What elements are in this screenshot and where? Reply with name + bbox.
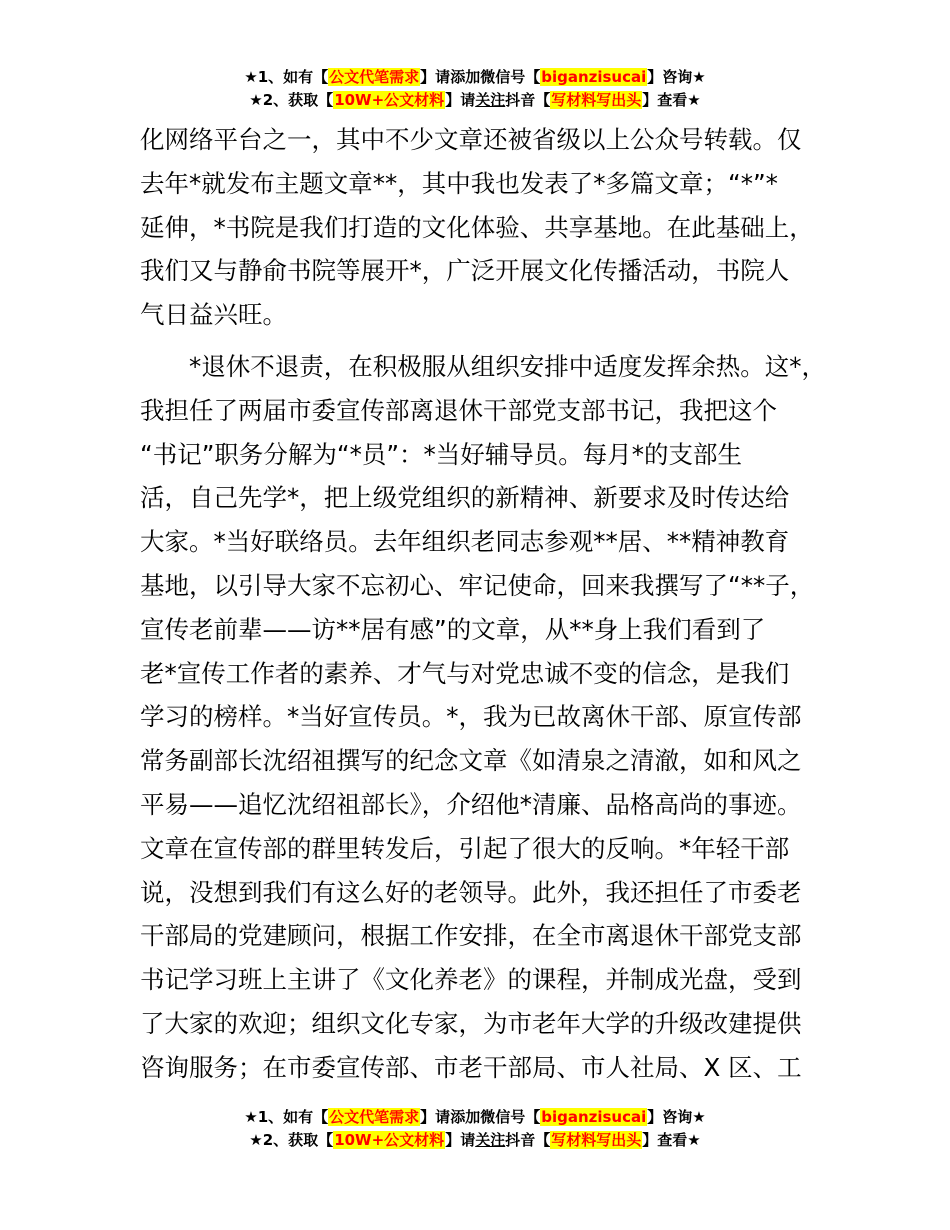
banner-line-1 [0,66,950,89]
banner-text: ★2、获取【 [249,91,334,109]
highlight-wechat-id: biganzisucai [541,68,647,86]
text-line: 了大家的欢迎；组织文化专家，为市老年大学的升级改建提供 [140,1008,802,1038]
header-banner [0,66,950,112]
text-line: 活，自己先学*，把上级党组织的新精神、新要求及时传达给 [140,483,790,513]
banner-text-add: 添加 [450,68,481,86]
banner-text: 】请 [420,1108,451,1126]
highlight-service: 公文代笔需求 [329,68,420,86]
text-line: 去年*就发布主题文章**，其中我也发表了*多篇文章；“*”* [140,168,778,198]
banner-text: 】请 [420,68,451,86]
text-line: 宣传老前辈——访**居有感”的文章，从**身上我们看到了 [140,614,766,644]
highlight-material: 10W+公文材料 [334,91,445,109]
banner-text: 】查看★ [642,91,701,109]
text-line: *退休不退责，在积极服从组织安排中适度发挥余热。这*， [189,351,826,381]
banner-text: 抖音【 [505,1131,551,1149]
text-line: 常务副部长沈绍祖撰写的纪念文章《如清泉之清澈，如和风之 [140,746,802,776]
banner-text-follow: 关注 [475,91,506,109]
text-line: 延伸，*书院是我们打造的文化体验、共享基地。在此基础上， [140,212,814,242]
paragraph-1 [140,118,830,337]
banner-text: 抖音【 [505,91,551,109]
banner-line-2 [0,89,950,112]
text-line: 基地，以引导大家不忘初心、牢记使命，回来我撰写了“**子， [140,570,815,600]
banner-text: ★1、如有【 [244,68,329,86]
text-line: “书记”职务分解为“*员”：*当好辅导员。每月*的支部生 [140,439,743,469]
text-line: 学习的榜样。*当好宣传员。*，我为已故离休干部、原宣传部 [140,702,802,732]
text-line: 大家。*当好联络员。去年组织老同志参观**居、**精神教育 [140,527,790,557]
text-line: 化网络平台之一，其中不少文章还被省级以上公众号转载。仅 [140,125,802,154]
highlight-service: 公文代笔需求 [329,1108,420,1126]
banner-text: 】请 [445,1131,476,1149]
text-line: 平易——追忆沈绍祖部长》，介绍他*清廉、品格高尚的事迹。 [140,789,802,819]
text-line: 咨询服务；在市委宣传部、市老干部局、市人社局、X 区、工 [140,1052,802,1082]
banner-text: 】请 [445,91,476,109]
footer-banner [0,1106,950,1152]
banner-line-1 [0,1106,950,1129]
banner-text: 微信号【 [480,1108,541,1126]
highlight-material: 10W+公文材料 [334,1131,445,1149]
text-line: 干部局的党建顾问，根据工作安排，在全市离退休干部党支部 [140,921,802,951]
banner-text-add: 添加 [450,1108,481,1126]
text-line: 说，没想到我们有这么好的老领导。此外，我还担任了市委老 [140,877,802,907]
banner-text: 】查看★ [642,1131,701,1149]
banner-text: 微信号【 [480,68,541,86]
banner-text-follow: 关注 [475,1131,506,1149]
text-line: 我担任了两届市委宣传部离退休干部党支部书记，我把这个 [140,395,777,425]
text-line: 我们又与静俞书院等展开*，广泛开展文化传播活动，书院人 [140,256,790,286]
banner-line-2 [0,1129,950,1152]
paragraph-2 [140,345,830,1090]
text-line: 文章在宣传部的群里转发后，引起了很大的反响。*年轻干部 [140,833,790,863]
banner-text: ★1、如有【 [244,1108,329,1126]
banner-text: 】咨询★ [647,68,706,86]
text-line: 书记学习班上主讲了《文化养老》的课程，并制成光盘，受到 [140,965,802,995]
highlight-wechat-id: biganzisucai [541,1108,647,1126]
banner-text: ★2、获取【 [249,1131,334,1149]
text-line: 气日益兴旺。 [140,300,287,330]
banner-text: 】咨询★ [647,1108,706,1126]
highlight-douyin: 写材料写出头 [551,1131,642,1149]
highlight-douyin: 写材料写出头 [551,91,642,109]
text-line: 老*宣传工作者的素养、才气与对党忠诚不变的信念，是我们 [140,658,790,688]
document-body [140,118,830,1090]
